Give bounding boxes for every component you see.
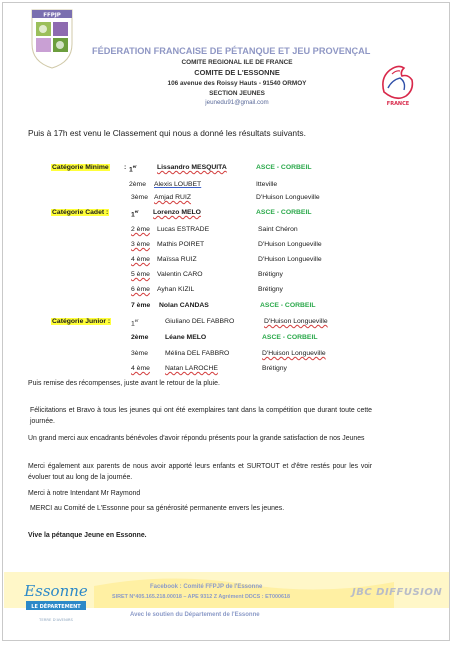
result-club: ASCE - CORBEIL — [256, 164, 312, 171]
address: 106 avenue des Roissy Hauts - 91540 ORMOY — [167, 80, 307, 87]
footer-wave — [94, 572, 394, 608]
paragraph-encadrants: Un grand merci aux encadrants bénévoles d'avoir répondu présents pour la grande satisfaction de nos Jeunes — [28, 435, 365, 442]
result-club: D'Huison Longueville — [256, 194, 320, 201]
intro-text: Puis à 17h est venu le Classement qui nous a donné les résultats suivants. — [28, 128, 306, 138]
essonne-logo — [20, 574, 92, 626]
result-rank: 4 ème — [131, 365, 150, 372]
federation-title: FÉDERATION FRANCAISE DE PÉTANQUE ET JEU PROVENÇAL — [92, 46, 371, 56]
category-cadet: Catégorie Cadet : — [52, 209, 109, 216]
result-name: Maïssa RUIZ — [157, 256, 197, 263]
result-rank: 4 ème — [131, 256, 150, 263]
result-name: Lissandro MESQUITA — [157, 164, 227, 171]
footer-facebook: Facebook : Comité FFPJP de l'Essonne — [150, 584, 263, 590]
result-name: Ayhan KIZIL — [157, 286, 195, 293]
result-rank: 6 ème — [131, 286, 150, 293]
ffpjp-logo — [30, 8, 74, 70]
result-name: Alexis LOUBET — [154, 181, 202, 188]
result-name: Nolan CANDAS — [159, 302, 209, 309]
result-club: D'Huison Longueville — [264, 318, 328, 325]
paragraph-recompenses: Puis remise des récompenses, juste avant le retour de la pluie. — [28, 380, 220, 387]
result-rank: 2ème — [129, 181, 147, 188]
result-club: Brétigny — [262, 365, 287, 372]
result-rank: 3ème — [131, 194, 149, 201]
result-name: Valentin CARO — [157, 271, 203, 278]
result-club: D'Huison Longueville — [258, 256, 322, 263]
result-club: Itteville — [256, 181, 278, 188]
result-rank: 5 ème — [131, 271, 150, 278]
result-name: Lorenzo MELO — [153, 209, 201, 216]
email: jeunedu91@gmail.com — [205, 99, 269, 106]
result-rank: 2 ème — [131, 226, 150, 233]
result-club: ASCE - CORBEIL — [260, 302, 316, 309]
result-club: ASCE - CORBEIL — [262, 334, 318, 341]
paragraph-parents: Merci également aux parents de nous avoir apporté leurs enfants et SURTOUT et d'être restés pour les voir évoluer tout au long de la journée. — [28, 463, 372, 482]
essonne-logo-text: Essonne — [24, 582, 88, 600]
category-minime: Catégorie Minime — [52, 164, 109, 171]
rooster-logo-text: FRANCE — [386, 101, 410, 107]
result-name: Mélina DEL FABBRO — [165, 350, 230, 357]
ffpjp-logo-text: FFPJP — [43, 12, 61, 19]
result-rank: 7 ème — [131, 302, 151, 309]
result-name: Léane MELO — [165, 334, 207, 341]
essonne-logo-tagline: TERRE D'AVENIRS — [39, 617, 73, 622]
result-club: D'Huison Longueville — [258, 241, 322, 248]
comite-regional: COMITE REGIONAL ILE DE FRANCE — [181, 59, 293, 66]
result-club: Brétigny — [258, 271, 283, 278]
comite-essonne: COMITE DE L'ESSONNE — [194, 68, 280, 77]
result-name: Natan LAROCHE — [165, 365, 218, 372]
paragraph-felicitations: Félicitations et Bravo à tous les jeunes qui ont été exemplaires tant dans la compétition que durant toute cette journée. — [30, 407, 372, 426]
result-rank: 3 ème — [131, 241, 150, 248]
category-minime-colon: : — [124, 164, 127, 171]
essonne-logo-departement: LE DÉPARTEMENT — [31, 603, 81, 610]
result-name: Lucas ESTRADE — [157, 226, 210, 233]
paragraph-intendant: Merci à notre Intendant Mr Raymond — [28, 490, 141, 497]
paragraph-vive: Vive la pétanque Jeune en Essonne. — [28, 532, 147, 539]
section-title: SECTION JEUNES — [209, 90, 265, 97]
result-rank: 3ème — [131, 350, 149, 357]
result-club: ASCE - CORBEIL — [256, 209, 312, 216]
result-name: Amjad RUIZ — [154, 194, 192, 201]
result-rank: 1er — [129, 164, 137, 174]
result-rank: 1er — [131, 318, 139, 328]
result-rank: 2ème — [131, 334, 149, 341]
footer-soutien: Avec le soutien du Département de l'Essonne — [130, 612, 260, 618]
paragraph-comite: MERCI au Comité de L'Essonne pour sa générosité permanente envers les jeunes. — [30, 505, 285, 512]
rooster-logo — [378, 62, 418, 108]
result-rank: 1er — [131, 209, 139, 219]
result-club: Saint Chéron — [258, 226, 298, 233]
footer-brand: JBC DIFFUSION — [352, 587, 443, 598]
footer-siret: SIRET N°405.165.218.00018 – APE 9312 Z Agrément DDCS : ET000618 — [112, 594, 290, 600]
result-name: Giuliano DEL FABBRO — [165, 318, 235, 325]
result-club: Brétigny — [258, 286, 283, 293]
category-junior: Catégorie Junior : — [52, 318, 111, 325]
result-club: D'Huison Longueville — [262, 350, 326, 357]
result-name: Mathis POIRET — [157, 241, 205, 248]
